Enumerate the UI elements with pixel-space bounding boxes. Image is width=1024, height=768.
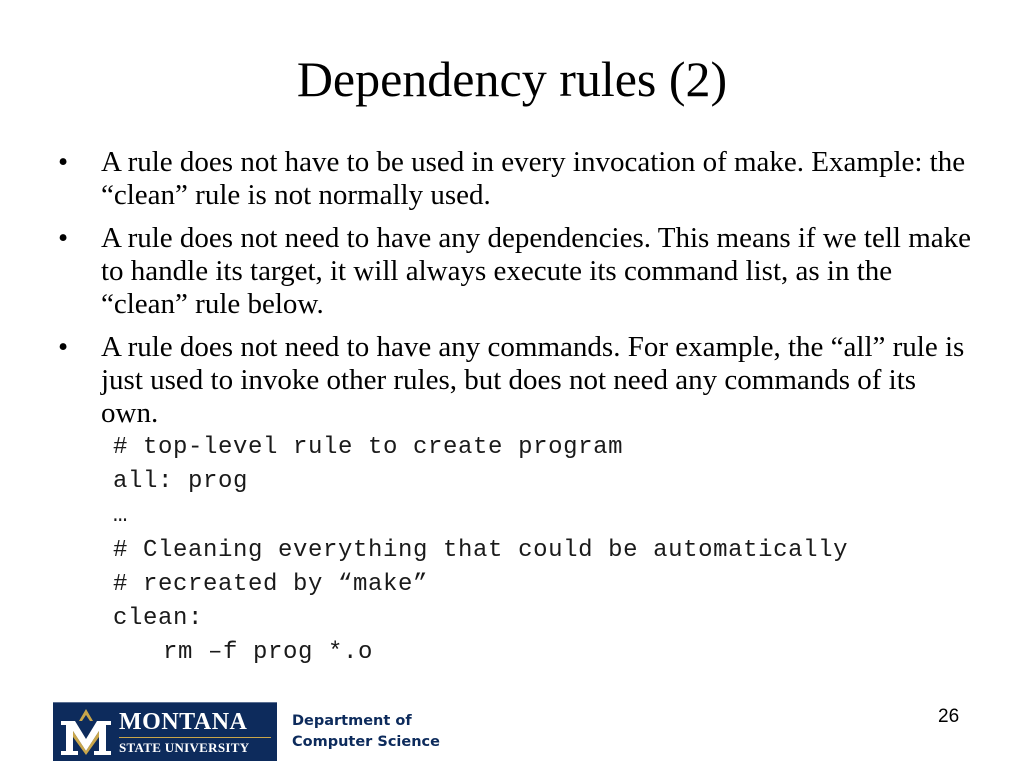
bullet-text: A rule does not need to have any commands. For example, the “all” rule is just used to invoke other rules, but does not need any commands of its own. (101, 331, 965, 429)
code-line: # Cleaning everything that could be automatically (113, 536, 849, 564)
makefile-code-block (113, 431, 848, 670)
bullet-marker: • (58, 331, 69, 363)
msu-m-mountain-icon (57, 707, 115, 759)
bullet-item (58, 146, 978, 212)
logo-divider (119, 737, 271, 738)
bullet-marker: • (58, 146, 69, 178)
bullet-item (58, 222, 978, 321)
code-line: all: prog (113, 468, 249, 496)
code-line: # recreated by “make” (113, 570, 429, 598)
bullet-marker: • (58, 222, 69, 254)
code-line: # top-level rule to create program (113, 434, 624, 461)
code-line: clean: (113, 605, 204, 633)
code-line: … (113, 502, 129, 530)
logo-state-university-text: STATE UNIVERSITY (119, 740, 250, 755)
bullet-text: A rule does not have to be used in every invocation of make. Example: the “clean” rule is not normally used. (101, 146, 966, 211)
dept-line-2: Computer Science (292, 734, 440, 750)
logo-montana-text: MONTANA (119, 709, 248, 735)
department-name (292, 711, 440, 753)
page-number: 26 (938, 706, 960, 727)
bullet-text: A rule does not need to have any dependencies. This means if we tell make to handle its target, it will always execute its command list, as in the “clean” rule below. (101, 222, 971, 320)
bullet-item (58, 331, 978, 430)
bullet-list (58, 146, 978, 440)
dept-line-1: Department of (292, 713, 412, 729)
code-line: rm –f prog *.o (163, 639, 374, 667)
msu-logo (53, 702, 277, 761)
slide-title: Dependency rules (2) (296, 51, 728, 107)
